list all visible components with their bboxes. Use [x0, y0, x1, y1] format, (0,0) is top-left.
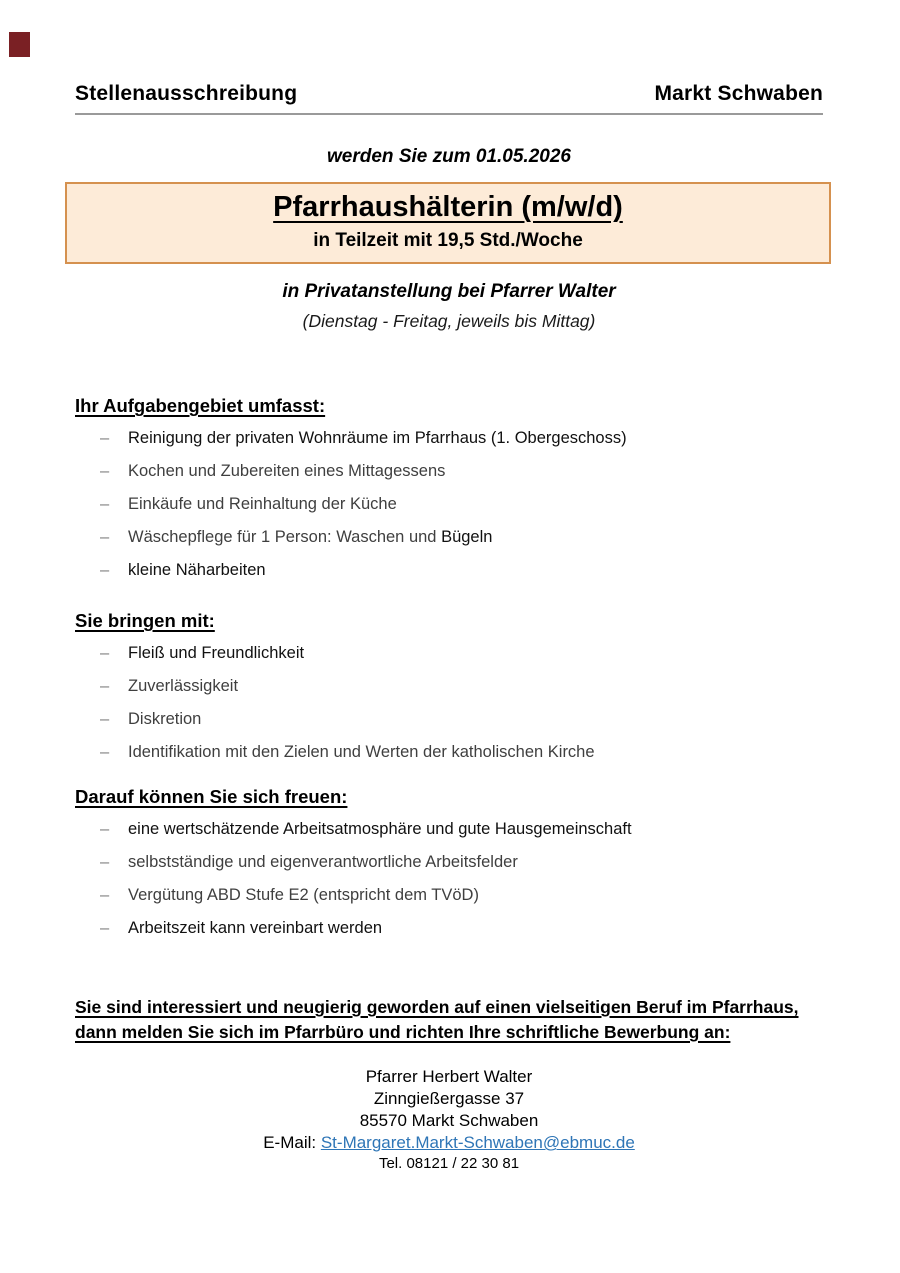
header-title-right: Markt Schwaben	[654, 82, 823, 105]
list-item: – Vergütung ABD Stufe E2 (entspricht dem TVöD)	[75, 886, 823, 905]
header-title-left: Stellenausschreibung	[75, 82, 298, 105]
list-item: – Wäschepflege für 1 Person: Waschen und Bügeln	[75, 528, 823, 547]
contact-city: 85570 Markt Schwaben	[359, 1111, 539, 1130]
contact-block	[75, 1066, 823, 1174]
job-title: Pfarrhaushälterin (m/w/d)	[273, 191, 623, 223]
application-call-line1: Sie sind interessiert und neugierig geworden auf einen vielseitigen Beruf im Pfarrhaus,	[75, 997, 799, 1017]
list-item: – selbstständige und eigenverantwortliche Arbeitsfelder	[75, 853, 823, 872]
benefits-list	[75, 820, 823, 938]
contact-street: Zinngießergasse 37	[373, 1089, 525, 1108]
corner-mark	[9, 32, 30, 57]
list-item: – Identifikation mit den Zielen und Werten der katholischen Kirche	[75, 743, 823, 762]
list-item: – eine wertschätzende Arbeitsatmosphäre und gute Hausgemeinschaft	[75, 820, 823, 839]
section-benefits	[75, 786, 823, 938]
email-label: E-Mail:	[263, 1133, 321, 1152]
list-item: – Fleiß und Freundlichkeit	[75, 644, 823, 663]
contact-email-line	[75, 1132, 823, 1154]
list-item: – Zuverlässigkeit	[75, 677, 823, 696]
contact-name: Pfarrer Herbert Walter	[365, 1067, 533, 1086]
working-days-line: (Dienstag - Freitag, jeweils bis Mittag)	[302, 311, 596, 331]
email-link[interactable]: St-Margaret.Markt-Schwaben@ebmuc.de	[320, 1133, 635, 1152]
list-item: – Diskretion	[75, 710, 823, 729]
page-content	[75, 0, 823, 1174]
section-benefits-heading: Darauf können Sie sich freuen:	[75, 786, 348, 807]
page-header	[75, 82, 823, 106]
application-call-paragraph	[75, 995, 823, 1045]
application-call-line2: dann melden Sie sich im Pfarrbüro und richten Ihre schriftliche Bewerbung an:	[75, 1022, 731, 1042]
list-item: – kleine Näharbeiten	[75, 561, 823, 580]
list-item: – Einkäufe und Reinhaltung der Küche	[75, 495, 823, 514]
job-title-box	[65, 182, 831, 264]
contact-phone: Tel. 08121 / 22 30 81	[378, 1155, 520, 1172]
header-divider	[75, 113, 823, 115]
job-hours: in Teilzeit mit 19,5 Std./Woche	[313, 230, 583, 251]
list-item: – Kochen und Zubereiten eines Mittagessens	[75, 462, 823, 481]
list-item: – Arbeitszeit kann vereinbart werden	[75, 919, 823, 938]
section-tasks-heading: Ihr Aufgabengebiet umfasst:	[75, 395, 326, 416]
section-requirements-heading: Sie bringen mit:	[75, 610, 215, 631]
start-date-line: werden Sie zum 01.05.2026	[327, 146, 571, 167]
section-requirements	[75, 610, 823, 762]
employment-type-line: in Privatanstellung bei Pfarrer Walter	[282, 281, 616, 302]
section-tasks	[75, 395, 823, 580]
requirements-list	[75, 644, 823, 762]
tasks-list	[75, 429, 823, 580]
list-item: – Reinigung der privaten Wohnräume im Pfarrhaus (1. Obergeschoss)	[75, 429, 823, 448]
